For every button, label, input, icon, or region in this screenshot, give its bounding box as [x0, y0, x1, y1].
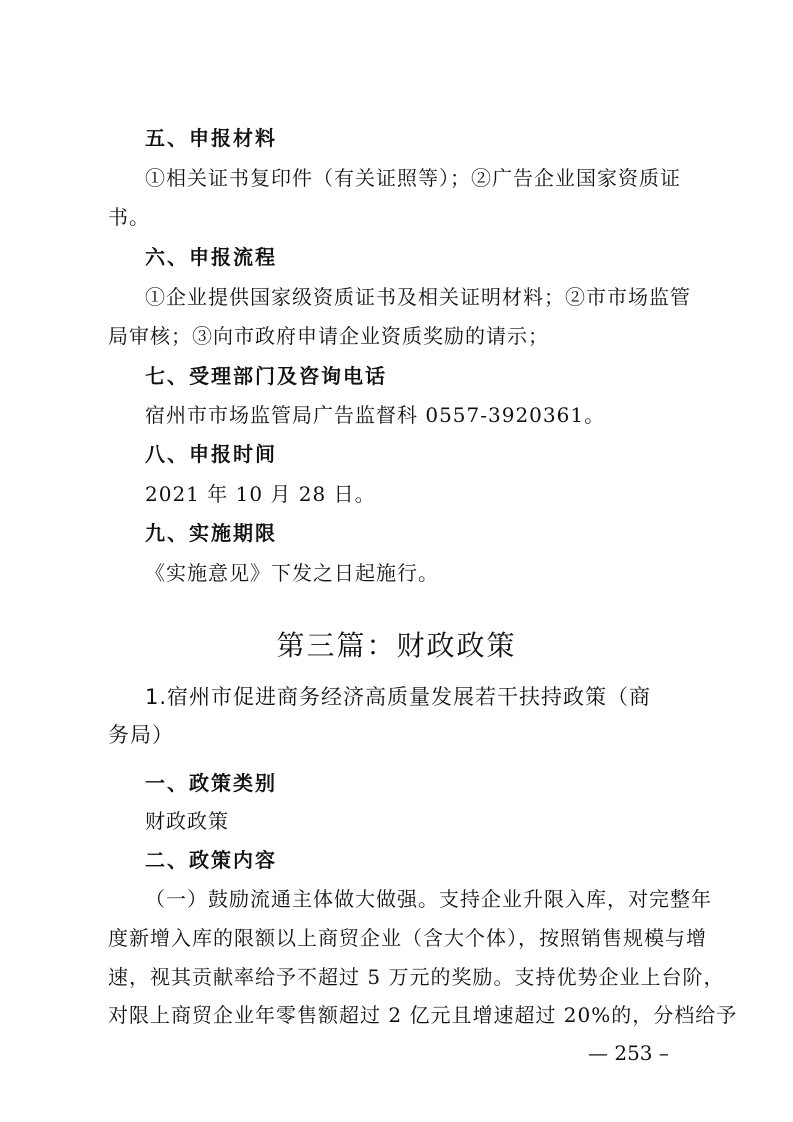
section-5-line-1: ①相关证书复印件（有关证照等）；②广告企业国家资质证: [145, 166, 681, 190]
policy-content-line-3: 速，视其贡献率给予不超过 5 万元的奖励。支持优势企业上台阶，: [108, 965, 725, 989]
section-7-heading: 七、受理部门及咨询电话: [145, 364, 387, 388]
section-9-line-1: 《实施意见》下发之日起施行。: [145, 561, 439, 585]
section-8-heading: 八、申报时间: [145, 442, 277, 466]
section-5-line-2: 书。: [108, 205, 150, 229]
section-6-line-2: 局审核；③向市政府申请企业资质奖励的请示；: [108, 324, 549, 348]
section-9-heading: 九、实施期限: [145, 521, 277, 545]
part-title: 第三篇：财政政策: [276, 629, 517, 662]
section-5-heading: 五、申报材料: [145, 126, 277, 150]
policy-content-line-1: （一）鼓励流通主体做大做强。支持企业升限入库，对完整年: [145, 887, 712, 911]
section-7-line-1: 宿州市市场监管局广告监督科 0557-3920361。: [145, 403, 606, 427]
section-8-line-1: 2021 年 10 月 28 日。: [145, 482, 376, 506]
page-number: — 253 –: [588, 1041, 669, 1065]
policy-content-heading: 二、政策内容: [145, 848, 277, 872]
section-6-heading: 六、申报流程: [145, 245, 277, 269]
policy-content-line-2: 度新增入库的限额以上商贸企业（含大个体），按照销售规模与增: [108, 926, 707, 950]
section-6-line-1: ①企业提供国家级资质证书及相关证明材料；②市市场监管: [145, 285, 691, 309]
policy-content-line-4: 对限上商贸企业年零售额超过 2 亿元且增速超过 20%的，分档给予: [108, 1003, 738, 1027]
policy-title-line-1: 1.宿州市促进商务经济高质量发展若干扶持政策（商: [145, 685, 652, 709]
policy-category-value: 财政政策: [145, 809, 229, 833]
policy-title-line-2: 务局）: [108, 723, 174, 747]
policy-category-heading: 一、政策类别: [145, 771, 277, 795]
